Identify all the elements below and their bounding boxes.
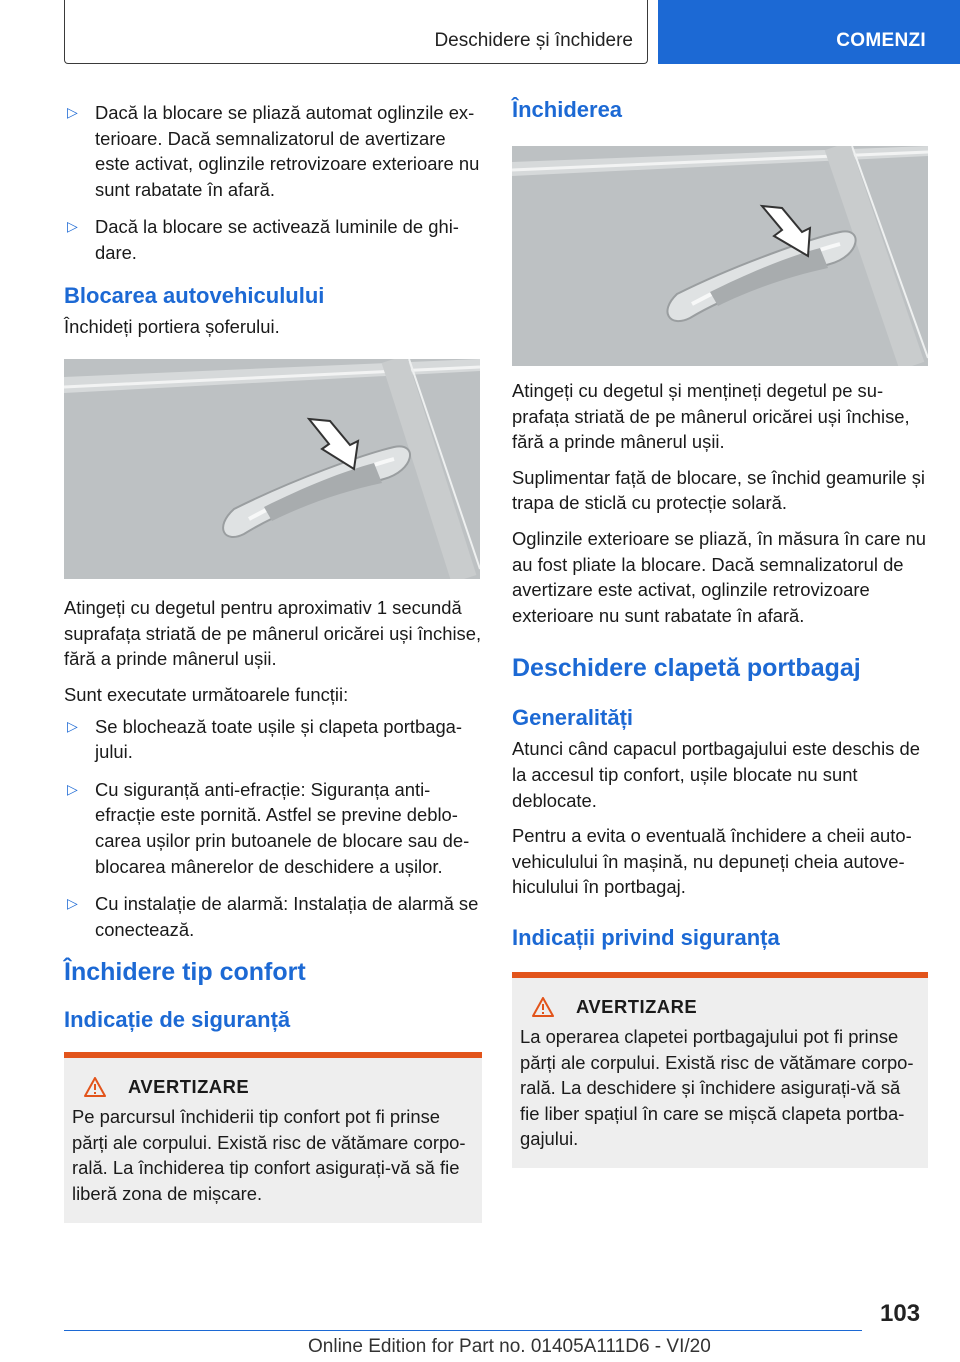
touch-text: Atingeți cu degetul pentru aproximativ 1 secundă suprafața striată de pe mânerul oricărei uși închise, fără a prinde mânerul ușii.	[64, 597, 482, 670]
door-handle-illustration	[64, 359, 480, 579]
footer-edition: Online Edition for Part no. 01405A111D6 - VI/20	[308, 1336, 711, 1357]
warning-header	[72, 1076, 474, 1098]
triangle-bullet-icon: ▷	[67, 104, 78, 120]
header-chapter-tab	[658, 0, 960, 64]
list-item: ▷ Cu siguranță anti-efracție: Siguranța anti-efracție este pornită. Astfel se previne deblocarea ușilor prin butoanele de blocare sau deblocarea mânerelor de deschidere a ușilor.	[67, 778, 470, 877]
closing-text-1: Atingeți cu degetul și mențineți degetul pe suprafața striată de pe mânerul oricărei uși închise, fără a prinde mânerul ușii.	[512, 380, 910, 453]
comfort-safety-heading: Indicație de siguranță	[64, 1007, 291, 1033]
header-chapter-label: COMENZI	[836, 30, 926, 51]
closing-text-2: Suplimentar față de blocare, se închid geamurile și trapa de sticlă cu protecție solară.	[512, 466, 925, 514]
triangle-bullet-icon: ▷	[67, 780, 78, 797]
triangle-bullet-icon: ▷	[67, 218, 78, 235]
list-item: ▷ Dacă la blocare se activează luminile de ghidare.	[67, 216, 459, 263]
warning-header	[520, 996, 920, 1018]
comfort-warning-box	[64, 1052, 482, 1222]
lock-heading: Blocarea autovehiculului	[64, 282, 325, 308]
functions-list	[64, 714, 482, 943]
trunk-warning-box	[512, 972, 928, 1168]
page-number: 103	[880, 1300, 921, 1327]
left-column	[64, 100, 482, 1223]
trunk-safety-heading: Indicații privind siguranța	[512, 924, 780, 950]
comfort-heading: Închidere tip confort	[64, 958, 306, 987]
list-item: ▷ Se blochează toate ușile și clapeta portbagajului.	[67, 715, 463, 763]
warning-text: Pe parcursul închiderii tip confort pot fi prinse părți ale corpului. Există risc de vătămare corporală. La închiderea tip confort asigurați-vă să fie liberă zona de mișcare.	[72, 1106, 466, 1205]
general-text-1: Atunci când capacul portbagajului este deschis de la accesul tip confort, ușile blocate nu sunt deblocate.	[512, 738, 920, 811]
closing-text-3: Oglinzile exterioare se pliază, în măsura în care nu au fost pliate la blocare. Dacă semnalizatorul de avertizare este activat, oglinzile retrovizoare exterioare nu sunt rabatate în afară.	[512, 527, 926, 626]
top-bullet-list	[64, 100, 482, 266]
lock-text: Închideți portiera șoferului.	[64, 315, 280, 337]
functions-intro: Sunt executate următoarele funcții:	[64, 683, 349, 705]
general-text-2: Pentru a evita o eventuală închidere a cheii autovehiculului în mașină, nu depuneți cheia autovehiculului în portbagaj.	[512, 825, 912, 898]
list-item: ▷ Cu instalație de alarmă: Instalația de alarmă se conectează.	[67, 893, 479, 940]
door-handle-closing-illustration	[512, 146, 928, 366]
warning-title: AVERTIZARE	[576, 995, 698, 1017]
list-item: ▷ Dacă la blocare se pliază automat oglinzile exterioare. Dacă semnalizatorul de avertizare este activat, oglinzile retrovizoare exterioare nu sunt rabatate în afară.	[67, 102, 480, 200]
triangle-bullet-icon: ▷	[67, 895, 78, 912]
warning-text: La operarea clapetei portbagajului pot fi prinse părți ale corpului. Există risc de vătămare corporală. La deschidere și închidere asigurați-vă să fie liber spațiul în care se mișcă clapeta portbagajului.	[520, 1025, 914, 1150]
right-column	[512, 96, 928, 1168]
header-section-title: Deschidere și închidere	[434, 30, 633, 51]
header-section-box	[64, 0, 648, 64]
triangle-bullet-icon: ▷	[67, 717, 78, 734]
warning-triangle-icon	[532, 997, 554, 1017]
warning-triangle-icon	[84, 1077, 106, 1097]
closing-heading: Închiderea	[512, 97, 623, 122]
trunk-heading: Deschidere clapetă portbagaj	[512, 654, 861, 683]
footer-divider	[64, 1330, 862, 1331]
general-heading: Generalități	[512, 705, 634, 731]
warning-title: AVERTIZARE	[128, 1076, 250, 1098]
